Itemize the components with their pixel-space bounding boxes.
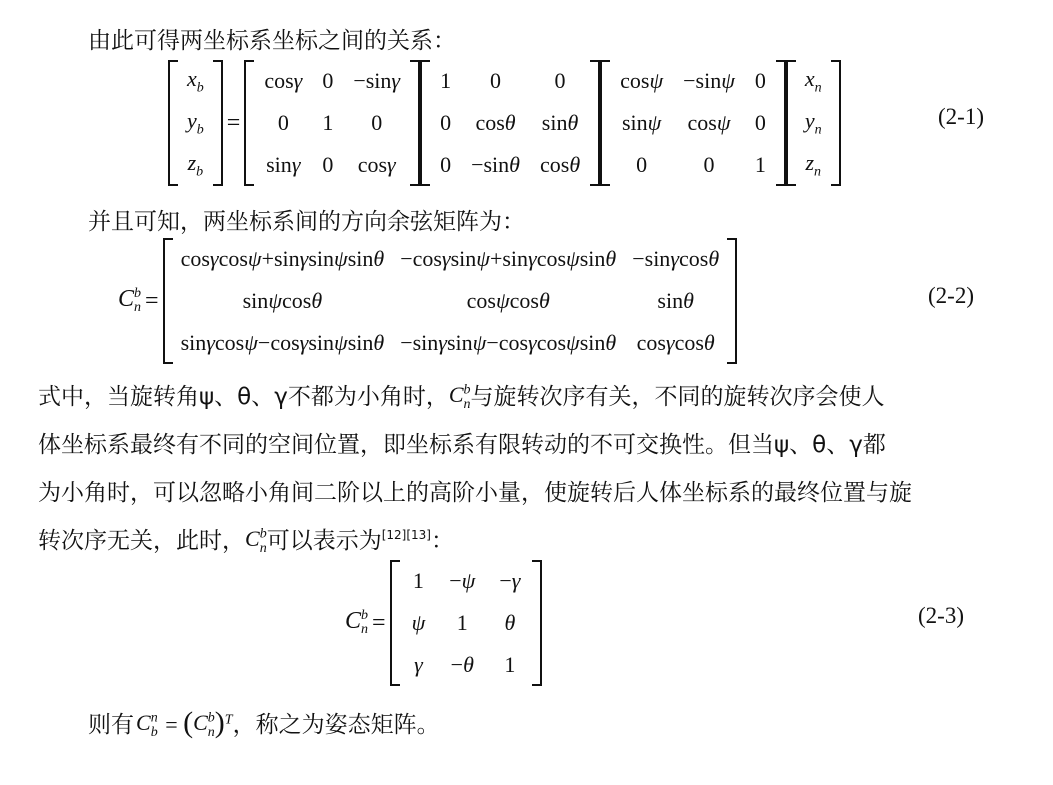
matrix-cell: sinγ xyxy=(266,152,301,177)
matrix-dcm xyxy=(163,238,738,364)
matrix-cell: cosθ xyxy=(539,152,581,177)
matrix-cell: cosψ xyxy=(620,68,664,93)
citation: [12][13] xyxy=(381,528,431,542)
paragraph-text: 转次序无关，此时， xyxy=(38,528,245,554)
matrix-cell: sinψcosθ xyxy=(242,288,323,313)
matrix-cell: 0 xyxy=(322,152,334,177)
matrix-cell: $y_b$ xyxy=(187,107,204,138)
matrix-cell: cosγ xyxy=(357,152,396,177)
paragraph-text: ： xyxy=(430,528,454,554)
matrix-gamma xyxy=(244,60,420,186)
matrix-cell: −sinγsinψ−cosγcosψsinθ xyxy=(400,330,617,355)
matrix-cell: −sinγ xyxy=(353,68,401,93)
symbol-c-n-b: $C^b_n$ xyxy=(118,285,142,316)
equation-2-2: $C^b_n$ = cosγcosψ+sinγsinψsinθ −cosγsinψ+sinγcosψsinθ −sinγcosθ sinψcosθ cosψcosθ sinθ sinγcosψ−cosγsinψsinθ −sinγsinψ−cosγcosψsinθ cosγcosθ xyxy=(118,238,737,364)
matrix-cell: cosγ xyxy=(264,68,303,93)
intro2-text: 并且可知，两坐标系间的方向余弦矩阵为： xyxy=(88,209,525,235)
last-line: 则有$C^n_b = (C^b_n)^T$，称之为姿态矩阵。 xyxy=(88,706,440,740)
matrix-cell: 0 xyxy=(277,110,289,135)
matrix-cell: 0 xyxy=(322,68,334,93)
matrix-cell: ψ xyxy=(411,610,426,635)
matrix-cell: sinθ xyxy=(541,110,579,135)
matrix-cell: 1 xyxy=(504,652,516,677)
paragraph-line-4: 转次序无关，此时，$C^b_n$可以表示为[12][13]： xyxy=(38,526,454,556)
matrix-cell: −θ xyxy=(450,652,474,677)
intro-text: 由此可得两坐标系坐标之间的关系： xyxy=(88,28,456,54)
symbol-c-n-b: $C^b_n$ xyxy=(345,607,369,638)
matrix-cell: sinγcosψ−cosγsinψsinθ xyxy=(180,330,385,355)
matrix-cell: 1 xyxy=(412,568,424,593)
matrix-cell: −sinψ xyxy=(683,68,735,93)
paragraph-line-3: 为小角时，可以忽略小角间二阶以上的高阶小量，使旋转后人体坐标系的最终位置与旋 xyxy=(38,480,912,506)
matrix-cell: 1 xyxy=(754,152,766,177)
matrix-cell: −cosγsinψ+sinγcosψsinθ xyxy=(400,246,617,271)
matrix-cell: 0 xyxy=(754,68,766,93)
matrix-cell: 0 xyxy=(754,110,766,135)
matrix-cell: 0 xyxy=(371,110,383,135)
matrix-cell: 0 xyxy=(490,68,502,93)
matrix-cell: −sinγcosθ xyxy=(632,246,720,271)
matrix-cell: cosψcosθ xyxy=(466,288,550,313)
equation-label-2-2: (2-2) xyxy=(928,283,974,308)
matrix-cell: 0 xyxy=(440,110,452,135)
paragraph-text: 与旋转次序有关，不同的旋转次序会使人 xyxy=(470,384,885,410)
matrix-cell: γ xyxy=(414,652,423,677)
matrix-cell: −sinθ xyxy=(471,152,520,177)
matrix-cell: sinθ xyxy=(657,288,694,313)
matrix-cell: −γ xyxy=(499,568,521,593)
matrix-cell: $x_b$ xyxy=(187,65,204,96)
matrix-cell: 1 xyxy=(322,110,334,135)
matrix-cell: 0 xyxy=(554,68,566,93)
matrix-cell: $x_n$ xyxy=(804,65,822,96)
matrix-psi xyxy=(600,60,786,186)
matrix-cell: $y_n$ xyxy=(804,107,822,138)
paragraph-text: 可以表示为 xyxy=(266,528,382,554)
matrix-cell: −ψ xyxy=(449,568,476,593)
matrix-cell: cosγcosψ+sinγsinψsinθ xyxy=(180,246,385,271)
equation-label-2-1: (2-1) xyxy=(938,104,984,129)
matrix-cell: 0 xyxy=(636,152,648,177)
equation-2-1: $x_b$ $y_b$ $z_b$ = cosγ 0 −sinγ 0 1 0 sinγ 0 cosγ 1 0 0 0 cosθ sinθ 0 −sinθ cosθ cosψ −sinψ 0 sinψ cosψ 0 0 0 1 $x_n$ $y_n$ $z_n$ xyxy=(168,60,841,186)
equation-label-2-3: (2-3) xyxy=(918,603,964,628)
equation-2-3: $C^b_n$ = 1 −ψ −γ ψ 1 θ γ −θ 1 xyxy=(345,560,542,686)
matrix-theta xyxy=(420,60,600,186)
matrix-cell: 0 xyxy=(703,152,715,177)
matrix-cell: $z_n$ xyxy=(805,149,822,180)
matrix-cell: cosψ xyxy=(687,110,731,135)
matrix-cell: $z_b$ xyxy=(187,149,204,180)
matrix-cell: θ xyxy=(504,610,516,635)
paragraph-line-2: 体坐标系最终有不同的空间位置，即坐标系有限转动的不可交换性。但当ψ、θ、γ都 xyxy=(38,432,886,458)
matrix-cell: sinψ xyxy=(621,110,662,135)
matrix-cell: 1 xyxy=(440,68,452,93)
paragraph-text: 则有 xyxy=(88,712,134,738)
matrix-cell: 1 xyxy=(456,610,468,635)
vector-rhs xyxy=(786,60,841,186)
matrix-cell: 0 xyxy=(440,152,452,177)
matrix-cell: cosγcosθ xyxy=(636,330,715,355)
paragraph-text: 式中，当旋转角ψ、θ、γ不都为小角时， xyxy=(38,384,449,410)
matrix-small-angle xyxy=(390,560,543,686)
vector-lhs xyxy=(168,60,223,186)
paragraph-line-1: 式中，当旋转角ψ、θ、γ不都为小角时，$C^b_n$与旋转次序有关，不同的旋转次序会使人 xyxy=(38,382,885,412)
paragraph-text: ，称之为姿态矩阵。 xyxy=(232,712,440,738)
matrix-cell: cosθ xyxy=(475,110,516,135)
